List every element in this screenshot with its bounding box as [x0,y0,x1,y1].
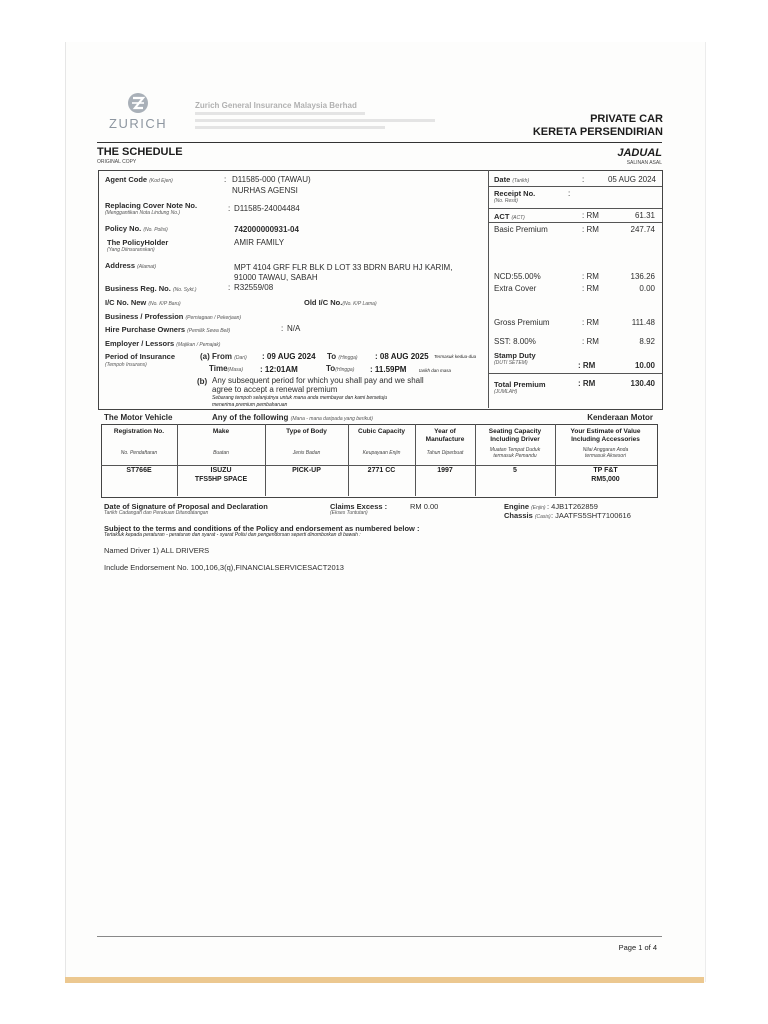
make-model-value: TFS5HP SPACE [194,476,248,483]
col-value-malay: Nilai Anggaran Anda [582,447,629,453]
policyholder-value: AMIR FAMILY [234,238,285,247]
col-seating-malay2: termasuk Pemandu [493,453,537,459]
vehicle-table-row-divider [101,465,657,466]
period-b-malay1: Sebarang tempoh selanjutnya untuk mana anda membayar dan kami bersetuju [212,395,388,401]
agent-code-label: Agent Code (Kod Ejen) [105,175,173,184]
col-value-malay2: termasuk Aksesori [585,453,626,459]
body-value: PICK-UP [292,467,321,474]
motor-vehicle-label: The Motor Vehicle [104,413,173,422]
company-address-line [195,119,435,122]
colon: : [228,204,231,213]
engine-label: Engine (Enjin) [504,502,546,511]
page-edge [65,977,704,983]
stamp-duty-label: Stamp Duty [494,351,536,360]
period-b-line2: agree to accept a renewal premium [212,385,338,394]
stamp-currency: : RM [578,361,596,370]
company-address-line [195,126,385,129]
colon: : [568,189,571,198]
col-registration-header: Registration No. [113,428,165,435]
estimate-value: TP F&T [593,467,618,474]
company-name: Zurich General Insurance Malaysia Berhad [195,101,357,110]
schedule-title-malay: JADUAL [617,147,662,159]
policyholder-label: The PolicyHolder [107,238,169,247]
period-from-label: (a) From (Dari) [200,352,247,361]
replacing-cover-note-value: D11585-24004484 [234,204,300,213]
col-registration-malay: No. Pendaftaran [120,450,158,456]
period-b-malay2: menerima premium pembaharuan [212,402,288,408]
ic-old-label: Old I/C No.(No. K/P Lama) [304,298,377,307]
engine-value: : 4JB1T262859 [547,502,598,511]
receipt-label: Receipt No. [494,189,536,198]
footer-divider [97,936,662,937]
hire-purchase-label: Hire Purchase Owners (Pemilik Sewa Beli) [105,325,231,334]
claims-excess-sub: (Ekses Tuntutan) [330,510,368,516]
period-inclusive: Termasuk kedua-dua [434,354,477,359]
policy-no-label: Policy No. (No. Polisi) [105,224,168,233]
gross-premium-value: 111.48 [631,318,655,327]
gross-currency: : RM [582,318,599,327]
capacity-value: 2771 CC [367,467,396,474]
policy-no-value: 742000000931-04 [234,225,299,234]
replacing-cover-note-sub: (Menggantikan Nota Lindung No.) [105,210,181,216]
col-body-header: Type of Body [286,428,327,435]
endorsement-line: Include Endorsement No. 100,106,3(q),FINANCIALSERVICESACT2013 [104,563,344,572]
employer-label: Employer / Lessors (Majikan / Pemajak) [105,339,221,348]
receipt-sub: (No. Resit) [494,198,518,204]
date-value: 05 AUG 2024 [607,175,656,184]
period-b-label: (b) [197,377,208,386]
act-label: ACT (ACT) [494,212,525,221]
subject-terms-malay: Tertakluk kepada peraturan - peraturan dan syarat - syarat Polisi dan pengendorsan seperti dinomborkan di bawah : [104,532,361,538]
agent-code-value: D11585-000 (TAWAU) [232,175,311,184]
sst-currency: : RM [582,337,599,346]
sst-label: SST: 8.00% [494,337,536,346]
col-make-malay: Buatan [213,450,229,456]
col-body-malay: Jenis Badan [292,450,321,456]
business-reg-value: R32559/08 [234,283,274,292]
period-to-time: : 11.59PM [370,365,407,374]
schedule-copy-malay: SALINAN ASAL [626,160,662,166]
period-sub: (Tempoh Insurans) [105,362,147,368]
signature-date-label: Date of Signature of Proposal and Declaration [104,502,268,511]
sst-value: 8.92 [639,337,655,346]
act-currency: : RM [582,211,599,220]
ncd-currency: : RM [582,272,599,281]
date-label: Date (Tarikh) [494,175,530,184]
ncd-label: NCD:55.00% [494,272,541,281]
any-following-label: Any of the following (Mana - mana daripada yang berikut) [212,413,373,422]
period-to-date: : 08 AUG 2025 [375,352,429,361]
period-inclusive2: tarikh dan masa [419,368,452,373]
total-currency: : RM [578,379,596,388]
schedule-copy: ORIGINAL COPY [97,159,137,165]
colon: : [228,283,231,292]
product-title-malay: KERETA PERSENDIRIAN [532,126,663,138]
col-year-header: Year of [434,428,456,435]
premium-row-divider [488,373,662,374]
signature-date-sub: Tarikh Cadangan dan Perakuan Ditandatangan [104,510,209,516]
estimate-amount: RM5,000 [591,476,620,483]
colon: : [224,175,227,184]
claims-excess-value: RM 0.00 [410,502,439,511]
basic-premium-value: 247.74 [630,225,655,234]
page-number: Page 1 of 4 [618,943,657,952]
product-title: PRIVATE CAR [590,113,663,125]
claims-excess-label: Claims Excess : [330,502,388,511]
seating-value: 5 [513,467,517,474]
extra-cover-label: Extra Cover [494,284,537,293]
colon: : [582,175,585,184]
col-year-malay: Tahun Diperbuat [426,450,464,456]
stamp-duty-sub: (DUTI SETEM) [494,360,528,366]
business-reg-label: Business Reg. No. (No. Sykt.) [105,284,197,293]
zurich-logo-icon [126,92,150,114]
header-divider [97,142,662,143]
named-driver: Named Driver 1) ALL DRIVERS [104,546,210,555]
agent-name-value: NURHAS AGENSI [232,186,298,195]
extra-currency: : RM [582,284,599,293]
col-seating-header: Seating Capacity [488,428,542,435]
total-premium-label: Total Premium [494,380,546,389]
business-profession-label: Business / Profession (Perniagaan / Pekerjaan) [105,312,242,321]
policyholder-sub: (Yang Diinsuranskan) [107,247,155,253]
gross-premium-label: Gross Premium [494,318,550,327]
chassis-value: : JAATFS5SHT7100616 [551,511,631,520]
period-label: Period of Insurance [105,352,176,361]
col-capacity-malay: Keupayaan Enjin [362,450,401,456]
schedule-title: THE SCHEDULE [97,146,183,158]
address-line1: MPT 4104 GRF FLR BLK D LOT 33 BDRN BARU HJ KARIM, [234,263,453,272]
subject-terms-line: Subject to the terms and conditions of the Policy and endorsement as numbered below : [104,524,420,533]
premium-row-divider [488,186,662,187]
period-b-line1: Any subsequent period for which you shall pay and we shall [212,376,424,385]
period-from-time: : 12:01AM [260,365,298,374]
basic-currency: : RM [582,225,599,234]
col-seating-header2: Including Driver [490,436,540,443]
period-from-date: : 09 AUG 2024 [262,352,316,361]
address-label: Address (Alamat) [105,261,157,270]
registration-value: ST766E [126,467,152,474]
replacing-cover-note-label: Replacing Cover Note No. [105,201,198,210]
col-year-header2: Manufacture [425,436,465,443]
make-value: ISUZU [210,467,232,474]
col-capacity-header: Cubic Capacity [358,428,405,435]
stamp-duty-value: 10.00 [634,361,655,370]
col-make-header: Make [212,428,230,435]
colon: : [281,324,284,333]
period-time-label: Time(Masa) [209,364,244,373]
premium-row-divider [488,208,662,209]
col-value-header2: Including Accessories [571,436,640,443]
year-value: 1997 [437,467,453,474]
ncd-value: 136.26 [630,272,655,281]
period-to-label: To (Hingga) [327,352,358,361]
extra-cover-value: 0.00 [639,284,655,293]
ic-new-label: I/C No. New (No. K/P Baru) [105,298,181,307]
zurich-logo-text: ZURICH [109,116,168,131]
act-value: 61.31 [634,211,655,220]
total-premium-sub: (JUMLAH) [494,389,518,395]
chassis-label: Chassis (Casis) [504,511,551,520]
hire-purchase-value: N/A [287,324,301,333]
basic-premium-label: Basic Premium [494,225,548,234]
motor-vehicle-label-malay: Kenderaan Motor [587,413,653,422]
period-time-to-label: To(Hingga) [326,364,355,373]
total-premium-value: 130.40 [630,379,655,388]
col-seating-malay: Muatan Tempat Duduk [489,447,541,453]
address-line2: 91000 TAWAU, SABAH [234,273,318,282]
premium-row-divider [488,222,662,223]
company-address-line [195,112,365,115]
col-value-header: Your Estimate of Value [570,428,641,435]
